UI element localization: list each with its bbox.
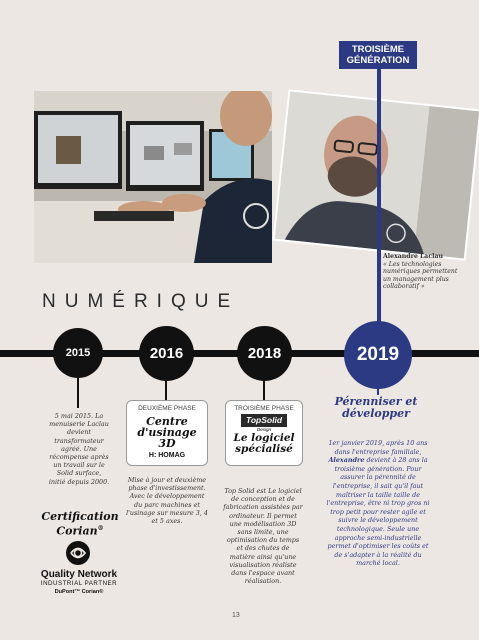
qn-subtitle: INDUSTRIAL PARTNER: [40, 580, 118, 587]
connector-2018: [263, 381, 265, 401]
homag-label: HOMAG: [158, 452, 186, 459]
col1-text: 5 mai 2015. La menuiserie Laclau devient transformateur agréé. Une récompense après un travail sur le Solid surface, initié depuis 2000.: [48, 412, 110, 486]
badge-line2: GÉNÉRATION: [346, 55, 410, 66]
card3-phase: TROISIÈME PHASE: [234, 405, 294, 412]
col4-title: Pérenniser et développer: [334, 395, 418, 420]
card2-title: Centre d'usinage 3D: [137, 415, 197, 450]
card3-title: Le logiciel spécialisé: [233, 432, 295, 455]
quality-network-logo: [65, 540, 91, 566]
connector-2015: [77, 378, 79, 408]
col2-text: Mise à jour et deuxième phase d'investissement. Avec le développement du parc machines et l'usinage sur mesure 3, 4 et 5 axes.: [126, 476, 208, 526]
cert-reg: ®: [97, 525, 104, 532]
caption-name: Alexandre Laclau: [383, 253, 443, 260]
quality-network-block: [28, 569, 130, 596]
col4-text: [326, 439, 430, 568]
col4-text-pre: 1er janvier 2019, après 10 ans dans l'entreprise familiale,: [328, 439, 428, 456]
badge-line1: TROISIÈME: [351, 44, 405, 55]
connector-2016: [165, 381, 167, 401]
card2-phase: DEUXIÈME PHASE: [138, 405, 196, 412]
section-title: NUMÉRIQUE: [42, 291, 240, 312]
badge-connector: [377, 69, 381, 352]
qn-title: Quality Network: [40, 569, 118, 580]
generation-badge: [339, 41, 417, 69]
cert-title-text: Certification Corian: [41, 510, 119, 538]
year-2019: 2019: [344, 321, 412, 389]
card-centre-usinage: [126, 400, 208, 466]
homag-logo: [127, 452, 207, 459]
topsolid-label: TopSolid: [245, 415, 283, 425]
col3-text: Top Solid est Le logiciel de conception et de fabrication assistées par ordinateur. Il permet une modélisation 3D sans limite, une optimisation du temps et des chutes de matière ainsi qu'une visualisation réaliste dans l'espace avant réalisation.: [223, 487, 303, 586]
col4-text-post: devient à 28 ans la troisième génération. Pour assurer la pérennité de l'entreprise, il sait qu'il faut maîtriser la taille taille de l'entreprise, être ni trop gros ni trop petit pour rester agile et suivre le développement technologique. Seule une approche semi-industrielle permet d'optimiser les coûts et de s'adapter à la réalité du marché local.: [326, 456, 430, 568]
portrait-caption: [383, 253, 463, 291]
year-2016: 2016: [139, 326, 194, 381]
topsolid-sub: Design: [256, 427, 271, 432]
topsolid-logo: [241, 414, 287, 427]
office-photo: [34, 91, 272, 263]
year-2015: 2015: [53, 328, 103, 378]
caption-quote: « Les technologies numériques permettent un management plus collaboratif »: [383, 260, 458, 290]
year-2018: 2018: [237, 326, 292, 381]
qn-brand: DuPont™ Corian®: [54, 589, 104, 595]
page-number: 13: [232, 612, 240, 619]
certification-title: [30, 511, 130, 538]
card-logiciel: [225, 400, 303, 466]
homag-mark: H:: [148, 452, 159, 459]
col4-text-name: Alexandre: [328, 456, 365, 465]
